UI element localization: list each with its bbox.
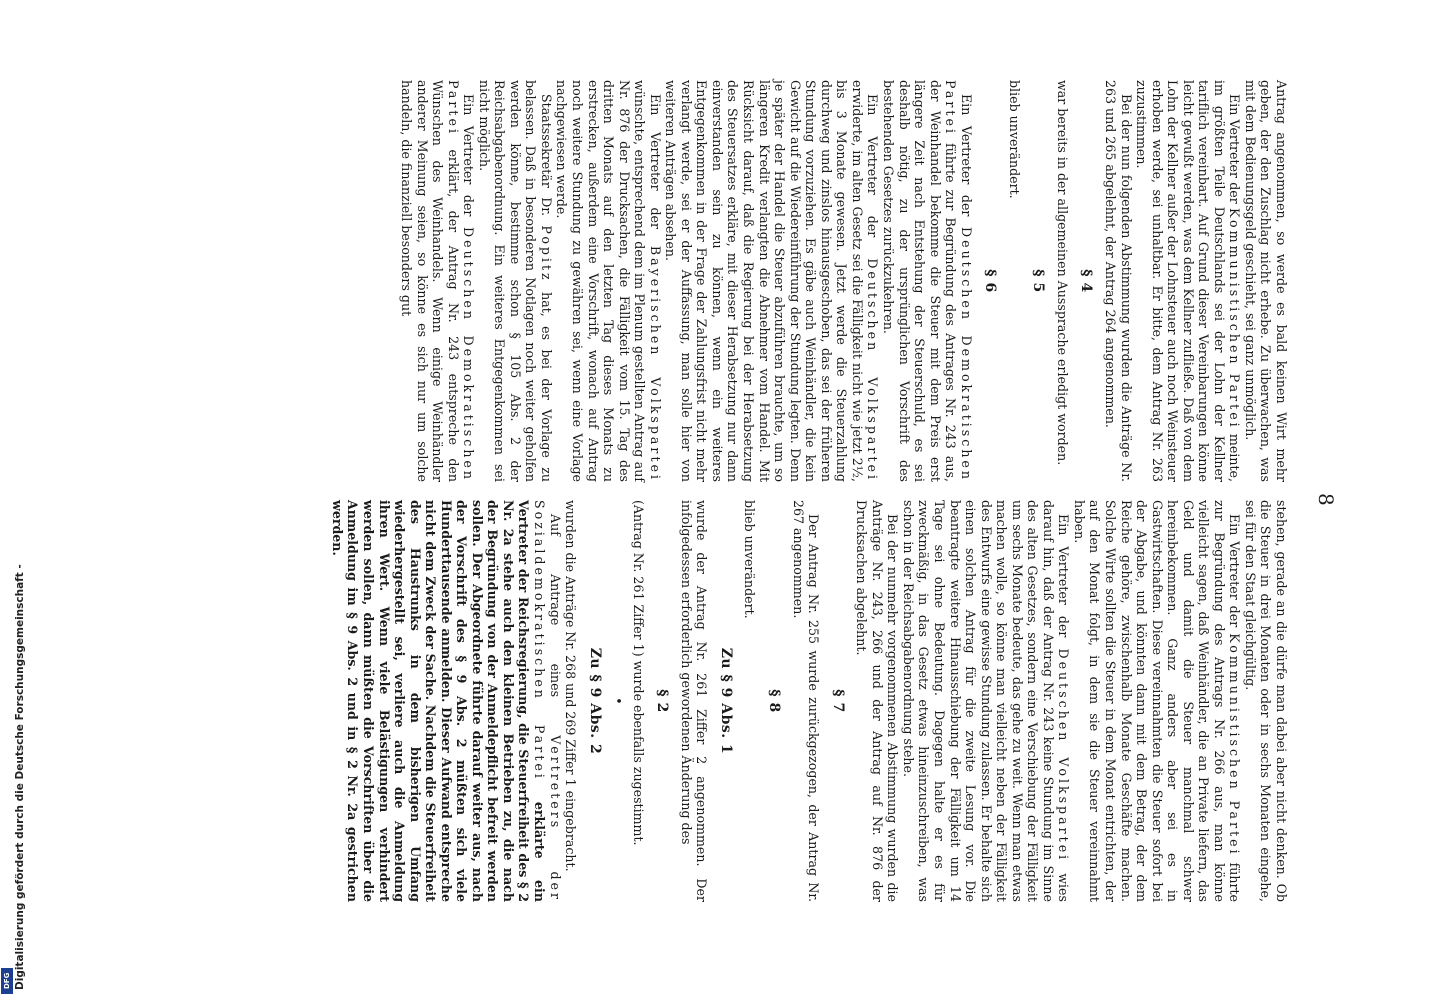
text: führte zur Begründung des Antrages Nr. 243 aus, der Weinhandel bekomme die Steuer mit dem Preis erst längere Zeit nach Entstehung der Steuerschuld, es sei deshalb nötig, zu der ursprünglichen Vorschrift des bestehenden Gesetzes zurückzukehren.: [880, 80, 959, 482]
digitization-footer: [0, 564, 26, 1000]
left-column: [398, 80, 1289, 482]
paragraph: war bereits in der allgemeinen Aussprache erledigt worden.: [1054, 80, 1070, 466]
paragraph: [1134, 80, 1243, 482]
text: Ein Vertreter der: [647, 94, 663, 229]
text: Ein Vertreter der: [1056, 514, 1072, 638]
text: Ein Vertreter der: [958, 94, 974, 217]
section-heading: § 5: [1030, 269, 1047, 293]
section-heading: § 4: [1078, 269, 1095, 293]
party-name: Kommunistischen Partei: [1227, 633, 1243, 857]
paragraph: [476, 80, 554, 482]
footer-text: Digitalisierung gefördert durch die Deutsche Forschungsgemeinschaft -: [14, 564, 26, 990]
party-name: Kommunistischen Partei: [1227, 207, 1243, 430]
section-heading: § 8: [766, 689, 783, 713]
paragraph: Bei der nunmehr vorgenommenen Abstimmung wurden die Anträge Nr. 243, 266 und der Antrag auf Nr. 876 der Drucksachen abgelehnt.: [854, 500, 901, 902]
text: Staatssekretär Dr.: [538, 94, 554, 216]
paragraph: [663, 80, 881, 482]
paragraph: (Antrag Nr. 261 Ziffer 1) wurde ebenfalls zugestimmt.: [630, 500, 646, 846]
paragraph: [329, 500, 562, 902]
dfg-logo: DFG: [1, 968, 13, 994]
party-name: Deutschen Demokratischen Partei: [943, 80, 974, 482]
paragraph: [398, 80, 476, 482]
text: Auf Antrage eines: [547, 514, 563, 698]
text: wies darauf hin, daß der Antrag Nr. 243 keine Stundung im Sinne des alten Gesetzes, sondern eine Verschiebung der Fälligkeit um sechs Monate bedeute, das gehe zu weit. Wenn man etwas machen wolle, so könne man vielleicht neben der Fälligkeit des Entwurfs eine gewisse Stundung zulassen. Er behalte sich einen solchen Antrag für die zweite Lesung vor. Die beantragte weitere Hinausschiebung der Fälligkeit um 14 Tage sei ohne Bedeutung. Dagegen halte er es für zweckmäßig, in das Gesetz etwas hineinzuschreiben, was schon in der Reichsabgabenordnung stehe.: [900, 500, 1072, 902]
text: führte zur Begründung des Antrags Nr. 266 aus, man könne vielleicht sagen, daß Weinhändler, die an Private liefern, das Geld und damit die Steuer manchmal schwer hereinbekommen. Ganz anders aber sei es in Gastwirtschaften. Diese vereinnahmten die Steuer sofort bei der Abgabe, und könnten dann mit dem Betrag, der dem Reiche gehöre, zwischenhalb Monate Geschäfte machen. Solche Wirte sollten die Steuer in dem Monat entrichten, der auf den Monat folgt, in dem sie die Steuer vereinnahmt haben.: [1071, 500, 1243, 903]
section-heading: Zu § 9 Abs. 1: [717, 647, 734, 755]
section-heading: § 7: [829, 689, 846, 713]
section-heading: § 2: [654, 689, 671, 713]
paragraph: [900, 500, 1071, 902]
text: hat, es bei der Vorlage zu belassen. Daß in besonderen Notlagen noch weiter geholfen werden könne, bestimme schon § 105 Abs. 2 der Reichsabgabenordnung. Ein weiteres Entgegenkommen sei nicht möglich.: [476, 80, 554, 483]
dot-mark: •: [611, 697, 627, 705]
page-number: 8: [1314, 493, 1338, 506]
paragraph: Bei der nun folgenden Abstimmung wurden die Anträge Nr. 263 und 265 abgelehnt, der Antrag 264 angenommen.: [1102, 80, 1134, 482]
paragraph: stehen, gerade an die dürfe man dabei aber nicht denken. Ob die Steuer in drei Monaten oder in sechs Monaten eingehe, sei für den Staat gleichgültig.: [1242, 500, 1289, 902]
paragraph: [554, 80, 663, 482]
section-heading: Zu § 9 Abs. 2: [586, 647, 603, 755]
text: erklärt, der Antrag Nr. 243 entspreche den Wünschen des Weinhandels. Wenn einige Weinhändler anderer Meinung seien, so könne es sich nur um solche handeln, die finanziell besonders gut: [399, 80, 461, 482]
right-column: [329, 500, 1289, 902]
text: Ein Vertreter der: [1227, 94, 1243, 204]
text: erklärte ein Vertreter der Reichsregierung, die Steuerfreiheit des § 2 Nr. 2a stehe auch den kleinen Betrieben zu, die nach der Begründung von der Anmeldepflicht befreit werden sollen. Der Abgeordnete führte darauf weiter aus, nach der Vorschrift des § 9 Abs. 2 müßten sich viele Hunderttausende anmelden. Dieser Aufwand entspreche nicht dem Zweck der Sache. Nachdem die Steuerfreiheit des Haustrunks in dem bisherigen Umfang wiederhergestellt sei, verliere auch die Anmeldung ihren Wert. Wenn viele Belästigungen verhindert werden sollen, dann müßten die Vorschriften über die Anmeldung im § 9 Abs. 2 und in § 2 Nr. 2a gestrichen werden.: [329, 500, 548, 902]
paragraph: [1071, 500, 1242, 902]
person-name: Popitz: [538, 225, 554, 283]
party-name: Deutschen Volkspartei: [865, 258, 881, 482]
text: wünschte, entsprechend dem im Plenum gestellten Antrag auf Nr. 876 der Drucksachen, die Fälligkeit vom 15. Tag des dritten Monats auf den letzten Tag dieses Monats zu erstrecken, außerdem eine Vorschrift, wonach auf Antrag noch weitere Stundung zu gewähren sei, wenn eine Vorlage nachgewiesen werde.: [554, 80, 648, 482]
text: meinte, im größten Teile Deutschlands sei der Lohn der Kellner tariflich vereinbart. Auf Grund dieser Vereinbarungen könne leicht gewußt werden, was dem Kellner zufließe. Daß von dem Lohn der Kellner außer der Lohnsteuer auch noch Weinsteuer erhoben werde, sei unhaltbar. Er bitte, dem Antrag Nr. 263 zuzustimmen.: [1134, 80, 1243, 482]
party-name: Vertreters der Sozialdemokratischen Partei: [532, 500, 563, 902]
paragraph: wurde der Antrag Nr. 261 Ziffer 2 angenommen. Der infolgedessen erforderlich gewordenen Änderung des: [678, 500, 710, 902]
paragraph: Antrag angenommen, so werde es bald keinen Wirt mehr geben, der den Zuschlag nicht erhebe. Zu überwachen, was mit dem Bedienungsgeld geschieht, sei ganz unmöglich.: [1242, 80, 1289, 482]
text: Ein Vertreter der: [461, 94, 477, 217]
paragraph: Der Antrag Nr. 255 wurde zurückgezogen, der Antrag Nr. 267 angenommen.: [790, 500, 822, 902]
text: Ein Vertreter der: [1227, 514, 1243, 628]
party-name: Deutschen Volkspartei: [1056, 648, 1072, 863]
paragraph: [880, 80, 973, 482]
party-name: Deutschen Demokratischen Partei: [445, 80, 477, 482]
text: erwiderte, im alten Gesetz sei die Fälligkeit nicht wie jetzt 2½, bis 3 Monate gewesen. Jetzt werde die Steuerzahlung durchweg und zinslos hinausgeschoben, das sei der früheren Stundung vorzuziehen. Es gäbe auch Weinhändler, die kein Gewicht auf die Wiedereinführung der Stundung legten. Denn je später der Handel die Steuer abzuführen brauchte, um so längeren Kredit verlangten die Abnehmer vom Handel. Mit Rücksicht darauf, daß die Regierung bei der Herabsetzung des Steuersatzes erkläre, mit dieser Herabsetzung nur dann einverstanden sein zu können, wenn ein weiteres Entgegenkommen in der Frage der Zahlungsfrist nicht mehr verlangt werde, sei er der Auffassung, man solle hier von weiteren Anträgen absehen.: [663, 80, 865, 482]
paragraph: blieb unverändert.: [742, 500, 758, 619]
paragraph: blieb unverändert.: [1006, 80, 1022, 199]
text: Ein Vertreter der: [865, 94, 881, 238]
section-heading: § 6: [982, 269, 999, 293]
party-name: Bayerischen Volkspartei: [647, 245, 663, 482]
paragraph: wurden die Anträge Nr. 268 und 269 Ziffer 1 eingebracht.: [563, 500, 579, 872]
